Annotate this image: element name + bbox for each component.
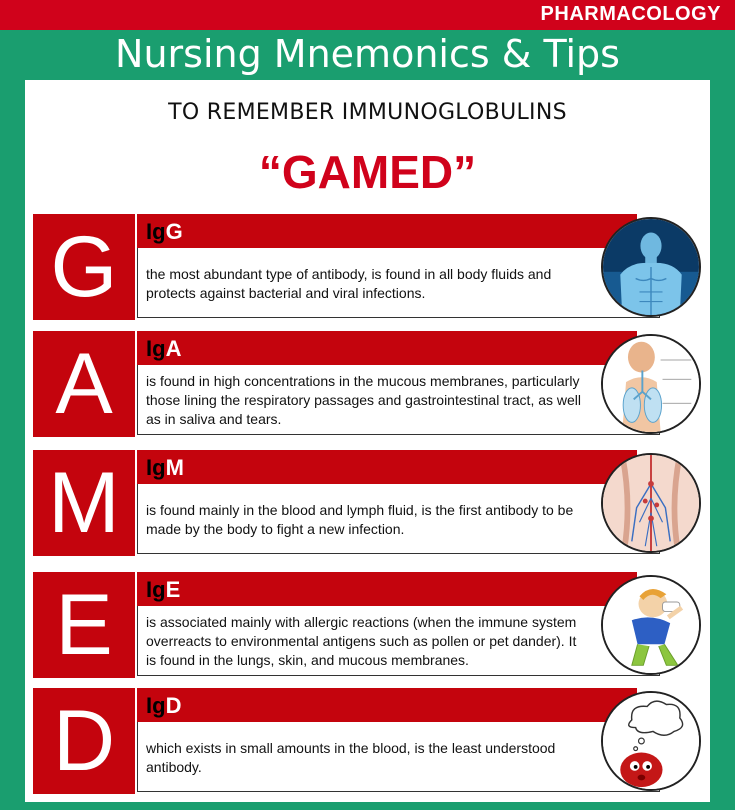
- description: [137, 606, 660, 676]
- description: [137, 248, 660, 318]
- immunoglobulin-label: [146, 693, 181, 719]
- description: [137, 484, 660, 554]
- header-bar: [137, 214, 637, 248]
- header-bar: [137, 572, 637, 606]
- header-bar: [137, 688, 637, 722]
- mnemonic-row-a: [0, 331, 735, 437]
- letter-box: E: [33, 572, 135, 678]
- immunoglobulin-label: [146, 577, 180, 603]
- header-bar: [137, 450, 637, 484]
- mnemonic-row-e: [0, 572, 735, 678]
- immunoglobulin-label: [146, 336, 181, 362]
- letter-box: M: [33, 450, 135, 556]
- subtitle: TO REMEMBER IMMUNOGLOBULINS: [168, 100, 567, 125]
- ig-letter: G: [165, 219, 183, 244]
- mnemonic-row-g: [0, 214, 735, 320]
- ig-letter: D: [165, 693, 182, 718]
- mnemonic-word: “GAMED”: [258, 146, 477, 198]
- ig-prefix: Ig: [146, 693, 166, 718]
- respiratory-tract-icon: [601, 334, 701, 434]
- letter-box: D: [33, 688, 135, 794]
- mnemonic-row-d: [0, 688, 735, 794]
- description-text: the most abundant type of antibody, is found in all body fluids and protects against bacterial and viral infections.: [146, 265, 552, 301]
- body-fluids-icon: [601, 217, 701, 317]
- ig-prefix: Ig: [146, 455, 166, 480]
- header-bar: [137, 331, 637, 365]
- description-text: is found mainly in the blood and lymph fluid, is the first antibody to be made by the body to fight a new infection.: [146, 501, 574, 537]
- thinking-blood-cell-icon: [601, 691, 701, 791]
- ig-letter: M: [165, 455, 184, 480]
- lymph-system-icon: [601, 453, 701, 553]
- letter-box: G: [33, 214, 135, 320]
- sneezing-person-icon: [601, 575, 701, 675]
- immunoglobulin-label: [146, 455, 184, 481]
- category-label: PHARMACOLOGY: [540, 3, 721, 25]
- ig-letter: A: [165, 336, 182, 361]
- ig-prefix: Ig: [146, 219, 166, 244]
- mnemonic-row-m: [0, 450, 735, 556]
- main-title: Nursing Mnemonics & Tips: [115, 32, 620, 76]
- ig-letter: E: [165, 577, 181, 602]
- ig-prefix: Ig: [146, 336, 166, 361]
- description-text: is associated mainly with allergic reactions (when the immune system overreacts to environmental antigens such as pollen or pet dander). It is found in the lungs, skin, and mucous membranes.: [146, 614, 577, 668]
- description-text: is found in high concentrations in the mucous membranes, particularly those lining the respiratory passages and gastrointestinal tract, as well as in saliva and tears.: [146, 373, 582, 427]
- description: [137, 722, 660, 792]
- description-text: which exists in small amounts in the blood, is the least understood antibody.: [146, 739, 556, 775]
- immunoglobulin-label: [146, 219, 183, 245]
- letter-box: A: [33, 331, 135, 437]
- description: [137, 365, 660, 435]
- ig-prefix: Ig: [146, 577, 166, 602]
